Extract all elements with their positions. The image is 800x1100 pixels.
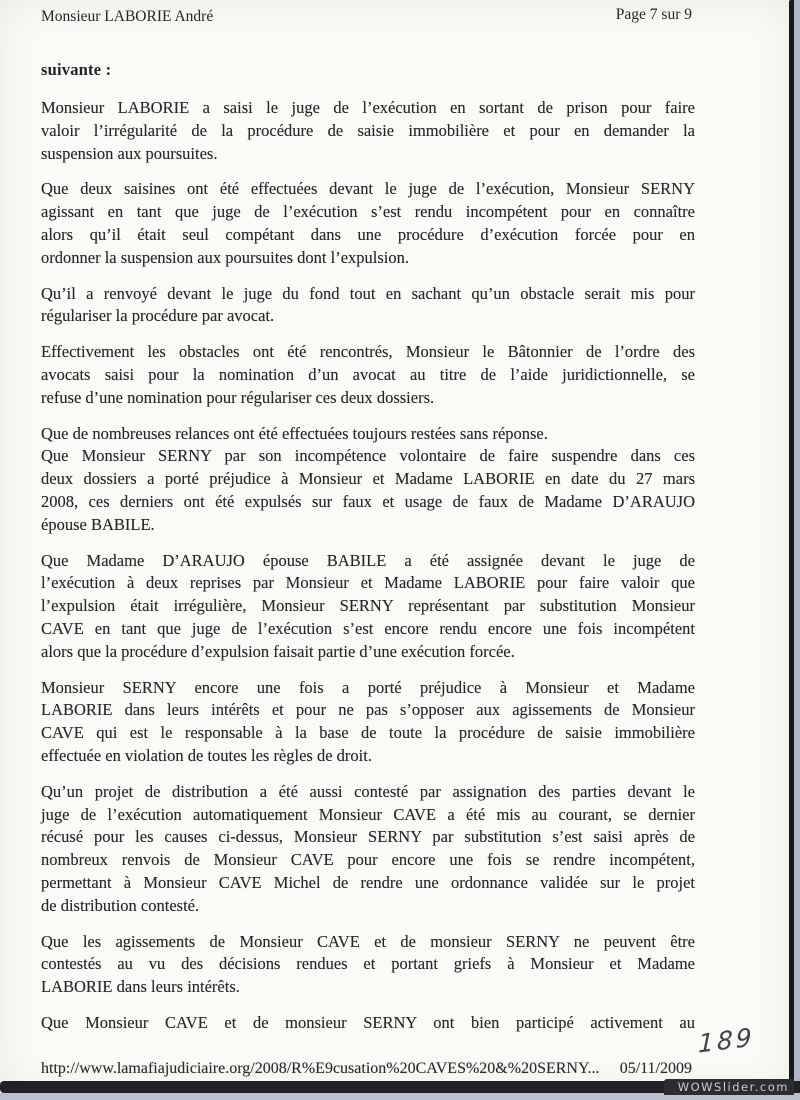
paragraph	[41, 97, 695, 165]
text-line: Qu’un projet de distribution a été aussi contesté par assignation des parties devant le	[41, 781, 695, 801]
text-line: l’expulsion était irrégulière, Monsieur SERNY représentant par substitution Monsieur	[41, 596, 695, 616]
paragraph	[41, 550, 695, 664]
text-line: alors qu’il était seul compétant dans une procédure d’exécution forcée pour en	[41, 224, 695, 244]
text-line: nombreux renvois de Monsieur CAVE pour encore une fois se rendre incompétent,	[41, 850, 695, 870]
text-line: ordonner la suspension aux poursuites dont l’expulsion.	[41, 247, 409, 267]
paragraph	[41, 677, 695, 768]
text-line: Que Monsieur SERNY par son incompétence volontaire de faire suspendre dans ces	[41, 446, 695, 466]
text-line: Qu’il a renvoyé devant le juge du fond tout en sachant qu’un obstacle serait mis pour	[41, 283, 695, 303]
text-line: régulariser la procédure par avocat.	[41, 306, 275, 326]
text-line: Que les agissements de Monsieur CAVE et de monsieur SERNY ne peuvent être	[41, 931, 695, 951]
paragraph	[41, 781, 695, 918]
handwritten-page-number: 189	[697, 1022, 755, 1059]
text-line: Que Monsieur CAVE et de monsieur SERNY ont bien participé activement au	[41, 1012, 695, 1032]
text-line: refuse d’une nomination pour régulariser ces deux dossiers.	[41, 387, 435, 407]
text-line: Que de nombreuses relances ont été effectuées toujours restées sans réponse.	[41, 423, 548, 443]
text-line: LABORIE dans leurs intérêts et pour ne pas s’opposer aux agissements de Monsieur	[41, 700, 695, 720]
text-line: avocats saisi pour la nomination d’un avocat au titre de l’aide juridictionnelle, se	[41, 364, 695, 384]
text-line: Que Madame D’ARAUJO épouse BABILE a été assignée devant le juge de	[41, 550, 695, 570]
text-line: contestés au vu des décisions rendues et portant griefs à Monsieur et Madame	[41, 954, 695, 974]
paragraph	[41, 1012, 695, 1035]
document-body	[41, 97, 695, 1048]
footer	[41, 1060, 692, 1078]
text-line: suspension aux poursuites.	[41, 143, 218, 163]
text-line: LABORIE dans leurs intérêts.	[41, 977, 240, 997]
footer-url: http://www.lamafiajudiciaire.org/2008/R%E9cusation%20CAVES%20&%20SERNY...	[41, 1060, 600, 1077]
header-page-indicator: Page 7 sur 9	[615, 6, 692, 23]
text-line: alors que la procédure d’expulsion faisait partie d’une exécution forcée.	[41, 641, 515, 661]
watermark: WOWSlider.com	[664, 1079, 794, 1095]
lead-text: suivante :	[41, 60, 112, 79]
text-line: de distribution contesté.	[41, 895, 200, 915]
paragraph	[41, 931, 695, 999]
text-line: deux dossiers a porté préjudice à Monsieur et Madame LABORIE en date du 27 mars	[41, 469, 695, 489]
footer-date: 05/11/2009	[619, 1060, 692, 1077]
text-line: CAVE en tant que juge de l’exécution s’est encore rendu encore une fois incompétent	[41, 618, 695, 638]
text-line: Monsieur LABORIE a saisi le juge de l’exécution en sortant de prison pour faire	[41, 98, 695, 117]
paragraph	[41, 283, 695, 329]
scan-outer-strip-right	[794, 0, 800, 1100]
text-line: Monsieur SERNY encore une fois a porté préjudice à Monsieur et Madame	[41, 677, 695, 697]
paragraph	[41, 178, 695, 269]
text-line: CAVE qui est le responsable à la base de toute la procédure de saisie immobilière	[41, 723, 695, 743]
paragraph	[41, 445, 695, 536]
header-author: Monsieur LABORIE André	[41, 8, 214, 25]
text-line: 2008, ces derniers ont été expulsés sur faux et usage de faux de Madame D’ARAUJO	[41, 491, 695, 511]
text-line: agissant en tant que juge de l’exécution s’est rendu incompétent pour en connaître	[41, 202, 695, 222]
text-line: Effectivement les obstacles ont été rencontrés, Monsieur le Bâtonnier de l’ordre des	[41, 342, 695, 362]
paragraph	[41, 341, 695, 409]
text-line: l’exécution à deux reprises par Monsieur et Madame LABORIE pour faire valoir que	[41, 573, 695, 593]
text-line: récusé pour les causes ci-dessus, Monsieur SERNY par substitution s’est saisi après de	[41, 827, 695, 847]
text-line: Que deux saisines ont été effectuées devant le juge de l’exécution, Monsieur SERNY	[41, 179, 695, 199]
text-line: juge de l’exécution automatiquement Monsieur CAVE a été mis au courant, se dernier	[41, 804, 695, 824]
paragraph	[41, 423, 695, 446]
text-line: effectuée en violation de toutes les règles de droit.	[41, 745, 372, 765]
text-line: valoir l’irrégularité de la procédure de saisie immobilière et pour en demander la	[41, 120, 695, 140]
text-line: permettant à Monsieur CAVE Michel de rendre une ordonnance validée sur le projet	[41, 872, 695, 892]
text-line: épouse BABILE.	[41, 514, 155, 534]
